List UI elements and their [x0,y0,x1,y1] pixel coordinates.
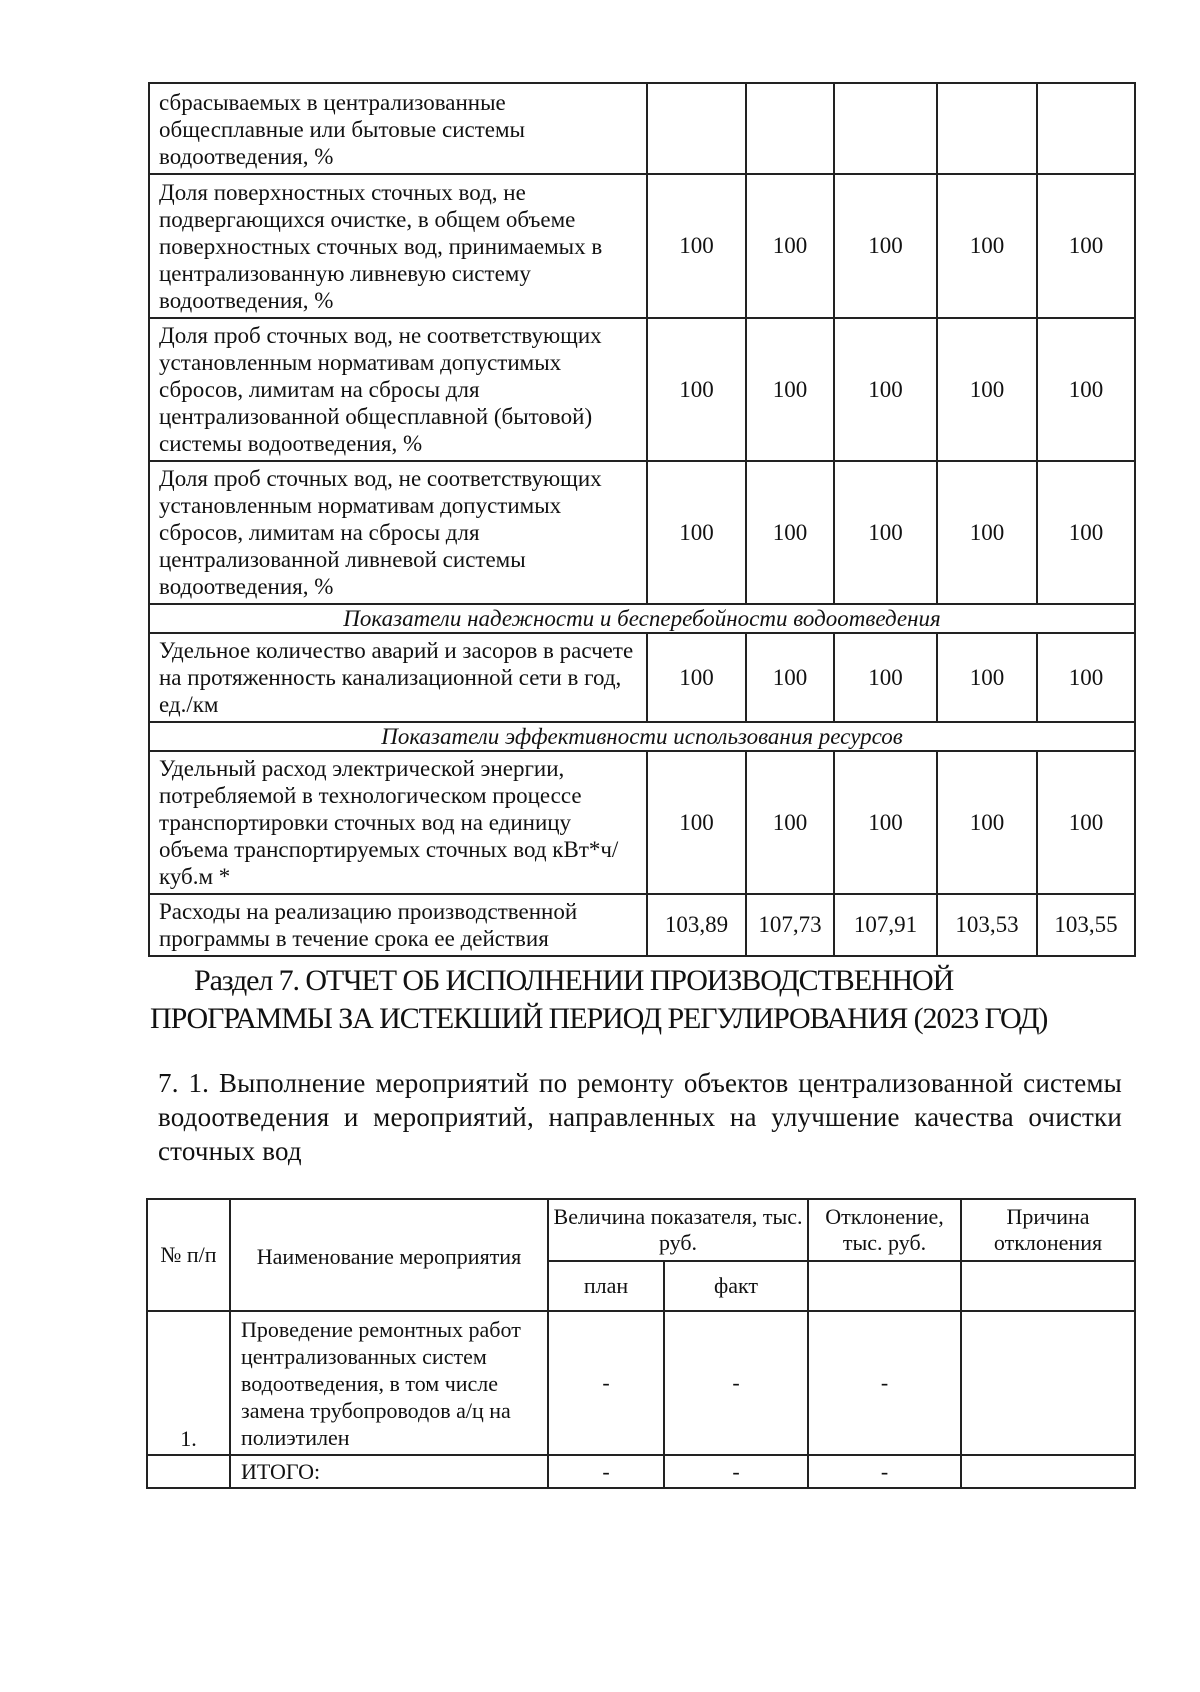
total-label: ИТОГО: [230,1455,548,1488]
indicator-value: 100 [1037,751,1135,894]
indicator-value: 100 [834,751,937,894]
total-plan: - [548,1455,664,1488]
header-fact: факт [664,1261,808,1311]
indicator-value: 103,53 [937,894,1037,956]
indicator-value: 103,55 [1037,894,1135,956]
indicator-value: 100 [834,174,937,318]
indicator-value: 100 [937,751,1037,894]
indicator-value [1037,83,1135,174]
indicator-value: 100 [647,318,746,461]
table-row [149,633,1135,722]
plan-value: - [548,1311,664,1455]
indicator-value: 100 [647,751,746,894]
table-row [147,1199,1135,1261]
header-deviation-sub [808,1261,961,1311]
indicator-value: 100 [1037,633,1135,722]
table-row [147,1455,1135,1488]
table-row [147,1311,1135,1455]
header-name: Наименование мероприятия [230,1199,548,1311]
indicator-label: Удельный расход электрической энергии, потребляемой в технологическом процессе транспортировки сточных вод на единицу объема транспортируемых сточных вод кВт*ч/куб.м * [149,751,647,894]
table-row [149,174,1135,318]
indicator-value [937,83,1037,174]
table-row [149,83,1135,174]
indicator-value: 100 [1037,174,1135,318]
total-num [147,1455,230,1488]
total-reason [961,1455,1135,1488]
indicator-label: Расходы на реализацию производственной программы в течение срока ее действия [149,894,647,956]
indicator-value: 100 [746,751,834,894]
indicator-value: 100 [834,318,937,461]
table-row [149,461,1135,604]
indicator-value: 100 [647,461,746,604]
reason-value [961,1311,1135,1455]
indicator-label: сбрасываемых в централизованные общесплавные или бытовые системы водоотведения, % [149,83,647,174]
indicator-label: Доля поверхностных сточных вод, не подвергающихся очистке, в общем объеме поверхностных сточных вод, принимаемых в централизованную ливневую систему водоотведения, % [149,174,647,318]
indicator-value: 100 [937,318,1037,461]
indicator-value: 107,73 [746,894,834,956]
header-reason: Причина отклонения [961,1199,1135,1261]
table-row [149,604,1135,633]
indicator-value [746,83,834,174]
indicator-value: 100 [647,633,746,722]
header-deviation: Отклонение, тыс. руб. [808,1199,961,1261]
indicators-table [148,82,1136,957]
indicator-value: 100 [746,633,834,722]
table-row [149,318,1135,461]
indicator-value: 100 [1037,461,1135,604]
total-deviation: - [808,1455,961,1488]
header-plan: план [548,1261,664,1311]
total-fact: - [664,1455,808,1488]
indicator-label: Доля проб сточных вод, не соответствующих установленным нормативам допустимых сбросов, лимитам на сбросы для централизованной ливневой системы водоотведения, % [149,461,647,604]
deviation-value: - [808,1311,961,1455]
indicator-label: Удельное количество аварий и засоров в расчете на протяженность канализационной сети в год, ед./км [149,633,647,722]
row-num: 1. [147,1311,230,1455]
indicator-label: Доля проб сточных вод, не соответствующих установленным нормативам допустимых сбросов, лимитам на сбросы для централизованной общесплавной (бытовой) системы водоотведения, % [149,318,647,461]
indicator-value: 100 [647,174,746,318]
subsection-text: 7. 1. Выполнение мероприятий по ремонту объектов централизованной системы водоотведения и мероприятий, направленных на улучшение качества очистки сточных вод [158,1068,1122,1166]
table-row [149,894,1135,956]
section-reliability-title: Показатели надежности и бесперебойности водоотведения [149,604,1135,633]
section-efficiency-title: Показатели эффективности использования ресурсов [149,722,1135,751]
table-row [149,722,1135,751]
header-value: Величина показателя, тыс. руб. [548,1199,808,1261]
table-row [149,751,1135,894]
indicator-value: 100 [834,461,937,604]
measure-name: Проведение ремонтных работ централизованных систем водоотведения, в том числе замена трубопроводов а/ц на полиэтилен [230,1311,548,1455]
header-reason-sub [961,1261,1135,1311]
indicator-value: 100 [937,633,1037,722]
fact-value: - [664,1311,808,1455]
indicator-value: 100 [746,461,834,604]
indicator-value: 107,91 [834,894,937,956]
indicator-value [647,83,746,174]
indicator-value: 100 [746,318,834,461]
indicator-value [834,83,937,174]
indicator-value: 103,89 [647,894,746,956]
indicator-value: 100 [937,461,1037,604]
measures-table [146,1198,1136,1489]
indicator-value: 100 [834,633,937,722]
indicator-value: 100 [1037,318,1135,461]
header-num: № п/п [147,1199,230,1311]
section-heading: Раздел 7. ОТЧЕТ ОБ ИСПОЛНЕНИИ ПРОИЗВОДСТВЕННОЙ ПРОГРАММЫ ЗА ИСТЕКШИЙ ПЕРИОД РЕГУЛИРОВАНИЯ (2023 ГОД) [150,964,1048,1035]
indicator-value: 100 [937,174,1037,318]
indicator-value: 100 [746,174,834,318]
